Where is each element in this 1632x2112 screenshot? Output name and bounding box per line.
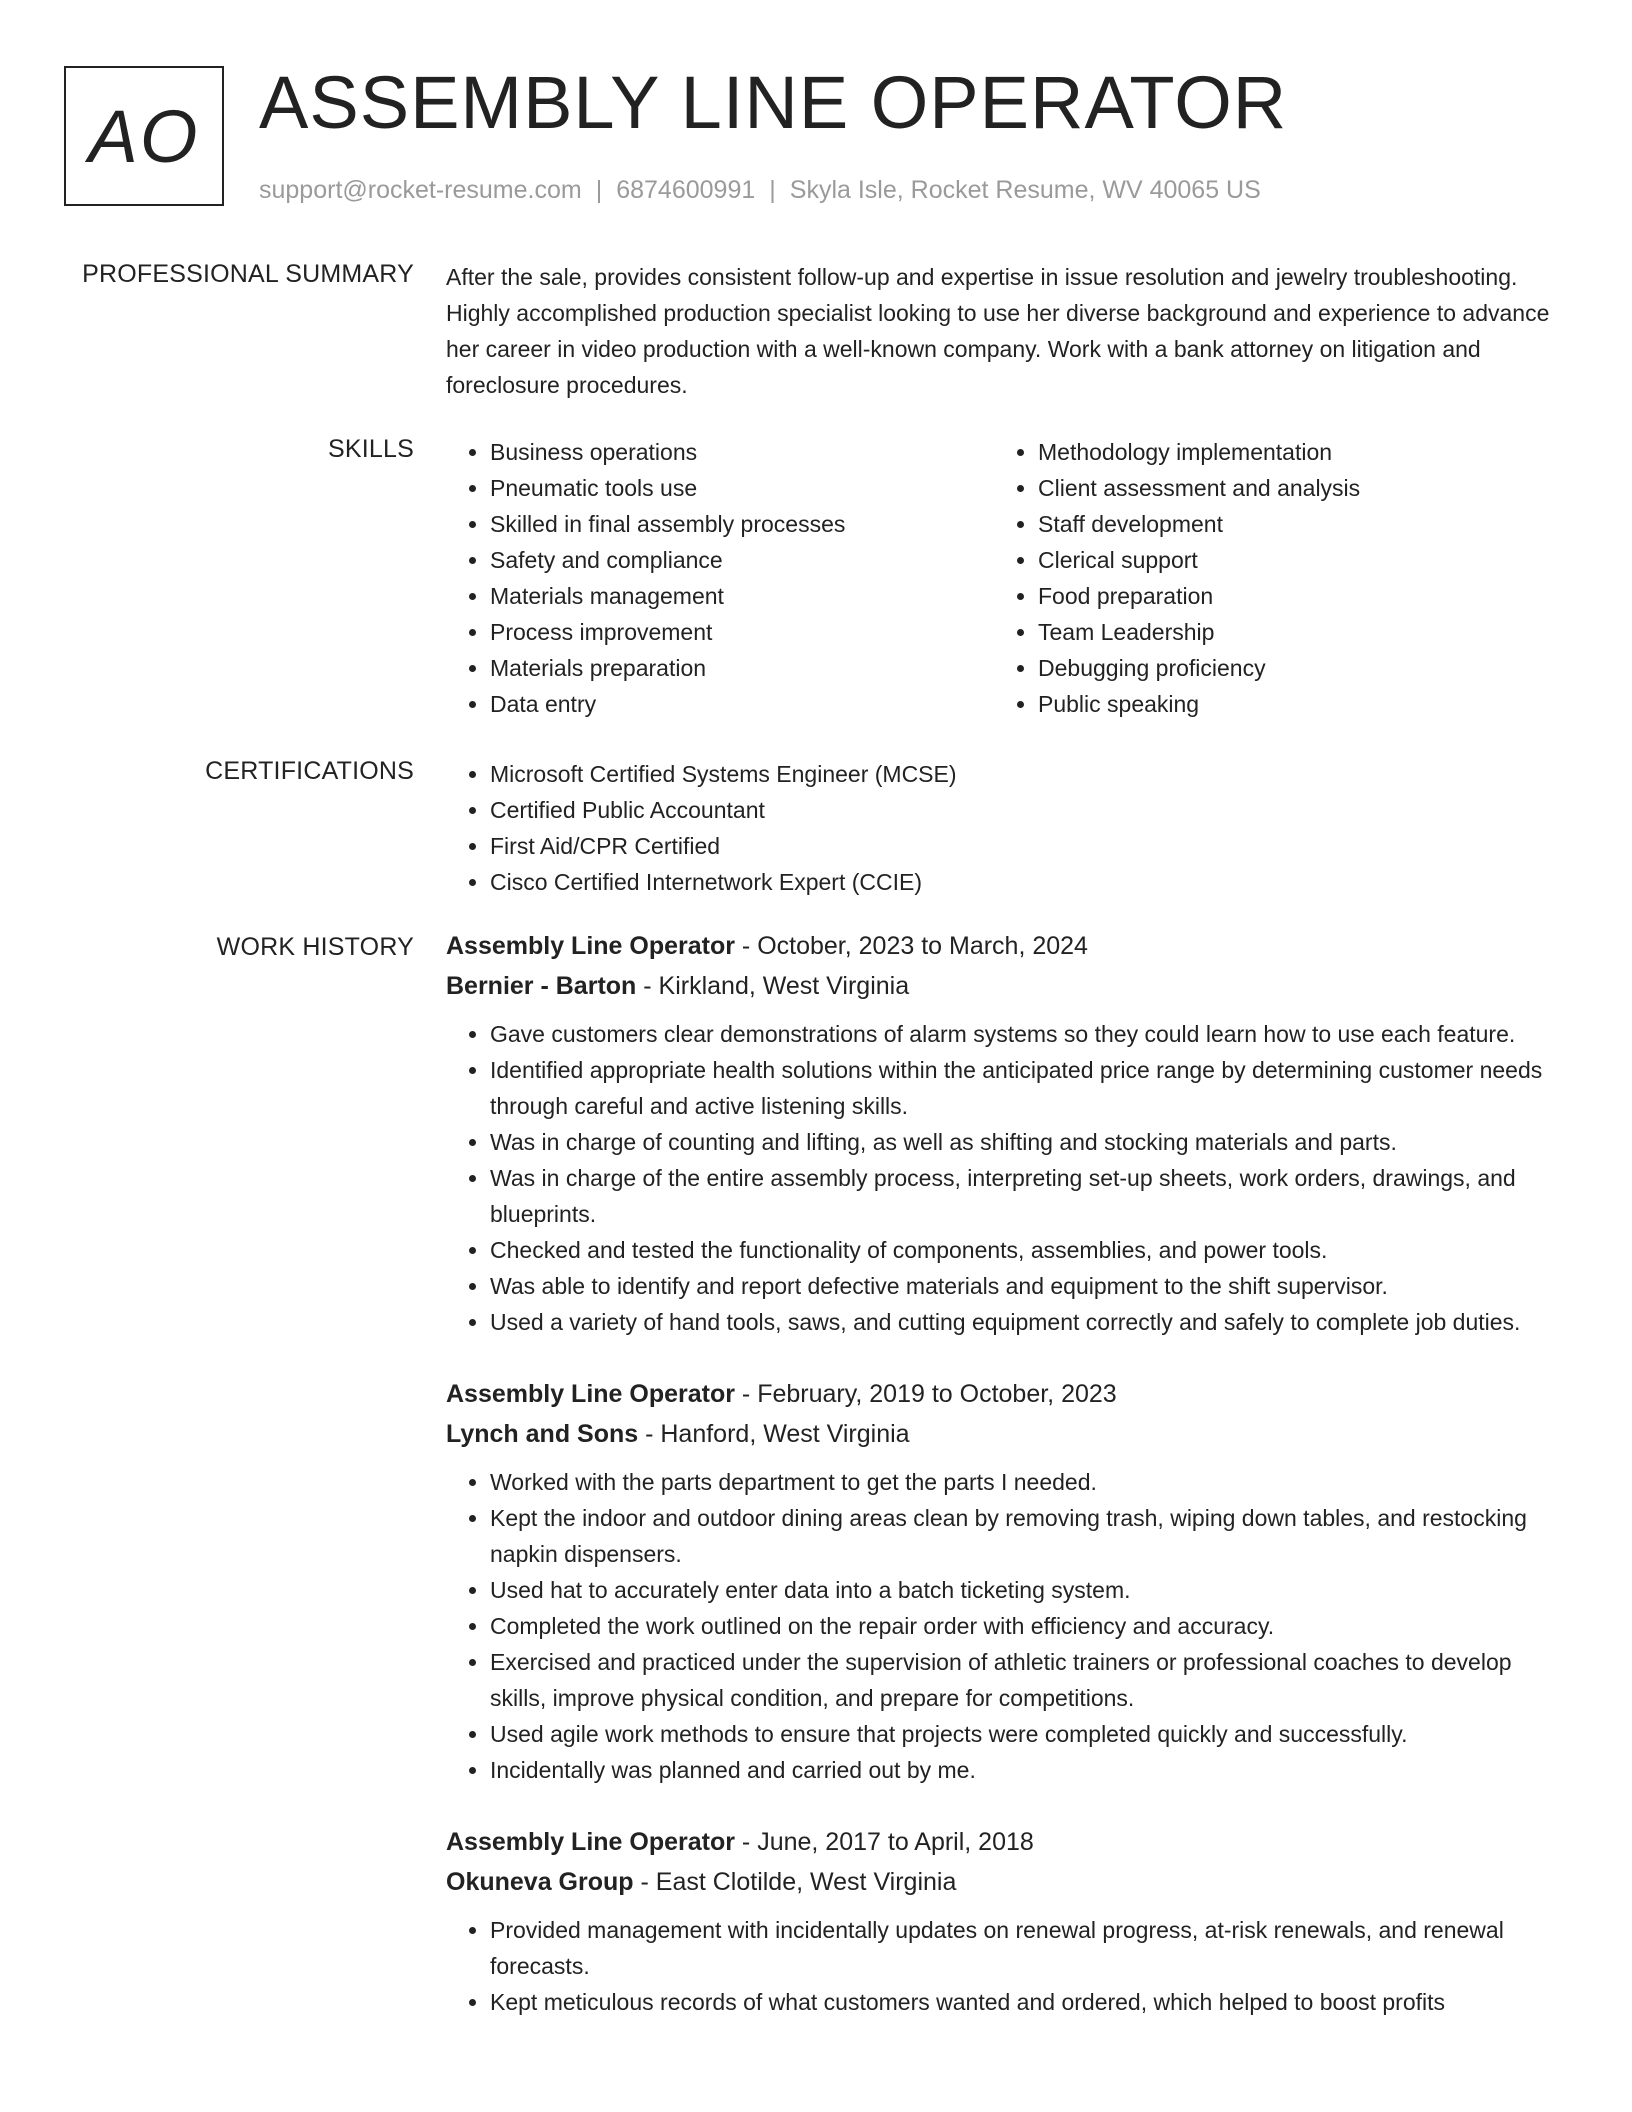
skill-item: • Skilled in final assembly processes bbox=[490, 506, 994, 542]
job-bullet: • Checked and tested the functionality of components, assemblies, and power tools. bbox=[490, 1232, 1566, 1268]
job-dash: - bbox=[734, 932, 758, 960]
contact-separator: | bbox=[595, 176, 603, 204]
summary-text: After the sale, provides consistent follow-up and expertise in issue resolution and jewelry troubleshooting. Highly accomplished production specialist looking to use her diverse background and experience to advance her career in video production with a well-known company. Work with a bank attorney on litigation and foreclosure procedures. bbox=[446, 264, 1550, 398]
job-bullet: • Incidentally was planned and carried out by me. bbox=[490, 1752, 1566, 1788]
job-bullet: • Was in charge of counting and lifting, as well as shifting and stocking materials and parts. bbox=[490, 1124, 1566, 1160]
job-role: Assembly Line Operator bbox=[446, 932, 735, 960]
job-company: Bernier - Barton bbox=[446, 972, 637, 1000]
job-role: Assembly Line Operator bbox=[446, 1828, 735, 1856]
job-bullets bbox=[446, 1016, 1566, 1340]
job-entry bbox=[446, 1374, 1566, 1788]
skills-column-1 bbox=[446, 434, 994, 722]
skill-item: • Staff development bbox=[1038, 506, 1542, 542]
job-dash: - bbox=[638, 1420, 661, 1448]
certification-item: • Microsoft Certified Systems Engineer (MCSE) bbox=[490, 756, 1566, 792]
job-dates: October, 2023 to March, 2024 bbox=[757, 932, 1088, 960]
job-role: Assembly Line Operator bbox=[446, 1380, 735, 1408]
job-bullet: • Worked with the parts department to get the parts I needed. bbox=[490, 1464, 1566, 1500]
job-dash: - bbox=[633, 1868, 656, 1896]
skill-item: • Business operations bbox=[490, 434, 994, 470]
job-title-line bbox=[446, 926, 1566, 966]
summary-body bbox=[446, 259, 1566, 403]
skill-item: • Process improvement bbox=[490, 614, 994, 650]
contact-line bbox=[259, 175, 1261, 205]
skill-item: • Client assessment and analysis bbox=[1038, 470, 1542, 506]
skill-item: • Public speaking bbox=[1038, 686, 1542, 722]
job-bullet: • Kept meticulous records of what customers wanted and ordered, which helped to boost profits bbox=[490, 1984, 1566, 2020]
job-dash: - bbox=[734, 1380, 758, 1408]
job-bullet: • Provided management with incidentally updates on renewal progress, at-risk renewals, and renewal forecasts. bbox=[490, 1912, 1566, 1984]
certification-item: • Cisco Certified Internetwork Expert (CCIE) bbox=[490, 864, 1566, 900]
job-bullets bbox=[446, 1464, 1566, 1788]
job-bullet: • Kept the indoor and outdoor dining areas clean by removing trash, wiping down tables, and restocking napkin dispensers. bbox=[490, 1500, 1566, 1572]
skill-item: • Safety and compliance bbox=[490, 542, 994, 578]
job-bullets bbox=[446, 1912, 1566, 2020]
job-location: Kirkland, West Virginia bbox=[658, 972, 910, 1000]
work-history-body bbox=[446, 926, 1566, 2054]
skill-item: • Clerical support bbox=[1038, 542, 1542, 578]
job-company: Okuneva Group bbox=[446, 1868, 634, 1896]
job-bullet: • Used hat to accurately enter data into a batch ticketing system. bbox=[490, 1572, 1566, 1608]
job-bullet: • Identified appropriate health solutions within the anticipated price range by determining customer needs through careful and active listening skills. bbox=[490, 1052, 1566, 1124]
job-title-line bbox=[446, 1374, 1566, 1414]
job-dates: June, 2017 to April, 2018 bbox=[757, 1828, 1034, 1856]
job-bullet: • Was able to identify and report defective materials and equipment to the shift supervisor. bbox=[490, 1268, 1566, 1304]
skill-item: • Team Leadership bbox=[1038, 614, 1542, 650]
certification-item: • Certified Public Accountant bbox=[490, 792, 1566, 828]
job-dash: - bbox=[636, 972, 659, 1000]
skill-item: • Materials preparation bbox=[490, 650, 994, 686]
section-title-work-history: WORK HISTORY bbox=[216, 933, 414, 961]
job-entry bbox=[446, 1822, 1566, 2020]
page-title: ASSEMBLY LINE OPERATOR bbox=[259, 61, 1288, 144]
skill-item: • Data entry bbox=[490, 686, 994, 722]
skill-item: • Debugging proficiency bbox=[1038, 650, 1542, 686]
job-company-line bbox=[446, 1862, 1566, 1902]
certification-item: • First Aid/CPR Certified bbox=[490, 828, 1566, 864]
contact-address: Skyla Isle, Rocket Resume, WV 40065 US bbox=[789, 176, 1261, 204]
skills-body bbox=[446, 434, 1566, 722]
job-location: East Clotilde, West Virginia bbox=[655, 1868, 957, 1896]
contact-phone: 6874600991 bbox=[616, 176, 756, 204]
contact-email: support@rocket-resume.com bbox=[259, 176, 582, 204]
job-dash: - bbox=[734, 1828, 758, 1856]
job-location: Hanford, West Virginia bbox=[660, 1420, 910, 1448]
skills-column-2 bbox=[994, 434, 1542, 722]
skill-item: • Pneumatic tools use bbox=[490, 470, 994, 506]
job-bullet: • Used agile work methods to ensure that projects were completed quickly and successfully. bbox=[490, 1716, 1566, 1752]
certifications-body bbox=[446, 756, 1566, 900]
section-title-skills: SKILLS bbox=[328, 435, 414, 463]
monogram-logo: AO bbox=[64, 66, 224, 206]
skill-item: • Materials management bbox=[490, 578, 994, 614]
job-company-line bbox=[446, 1414, 1566, 1454]
section-title-certifications: CERTIFICATIONS bbox=[205, 757, 414, 785]
job-dates: February, 2019 to October, 2023 bbox=[757, 1380, 1117, 1408]
job-title-line bbox=[446, 1822, 1566, 1862]
job-bullet: • Gave customers clear demonstrations of alarm systems so they could learn how to use each feature. bbox=[490, 1016, 1566, 1052]
job-bullet: • Exercised and practiced under the supervision of athletic trainers or professional coaches to develop skills, improve physical condition, and prepare for competitions. bbox=[490, 1644, 1566, 1716]
job-bullet: • Was in charge of the entire assembly process, interpreting set-up sheets, work orders, drawings, and blueprints. bbox=[490, 1160, 1566, 1232]
job-entry bbox=[446, 926, 1566, 1340]
skill-item: • Methodology implementation bbox=[1038, 434, 1542, 470]
job-company: Lynch and Sons bbox=[446, 1420, 639, 1448]
job-bullet: • Used a variety of hand tools, saws, and cutting equipment correctly and safely to complete job duties. bbox=[490, 1304, 1566, 1340]
contact-separator: | bbox=[769, 176, 776, 204]
job-company-line bbox=[446, 966, 1566, 1006]
skill-item: • Food preparation bbox=[1038, 578, 1542, 614]
section-title-summary: PROFESSIONAL SUMMARY bbox=[82, 260, 414, 288]
job-bullet: • Completed the work outlined on the repair order with efficiency and accuracy. bbox=[490, 1608, 1566, 1644]
